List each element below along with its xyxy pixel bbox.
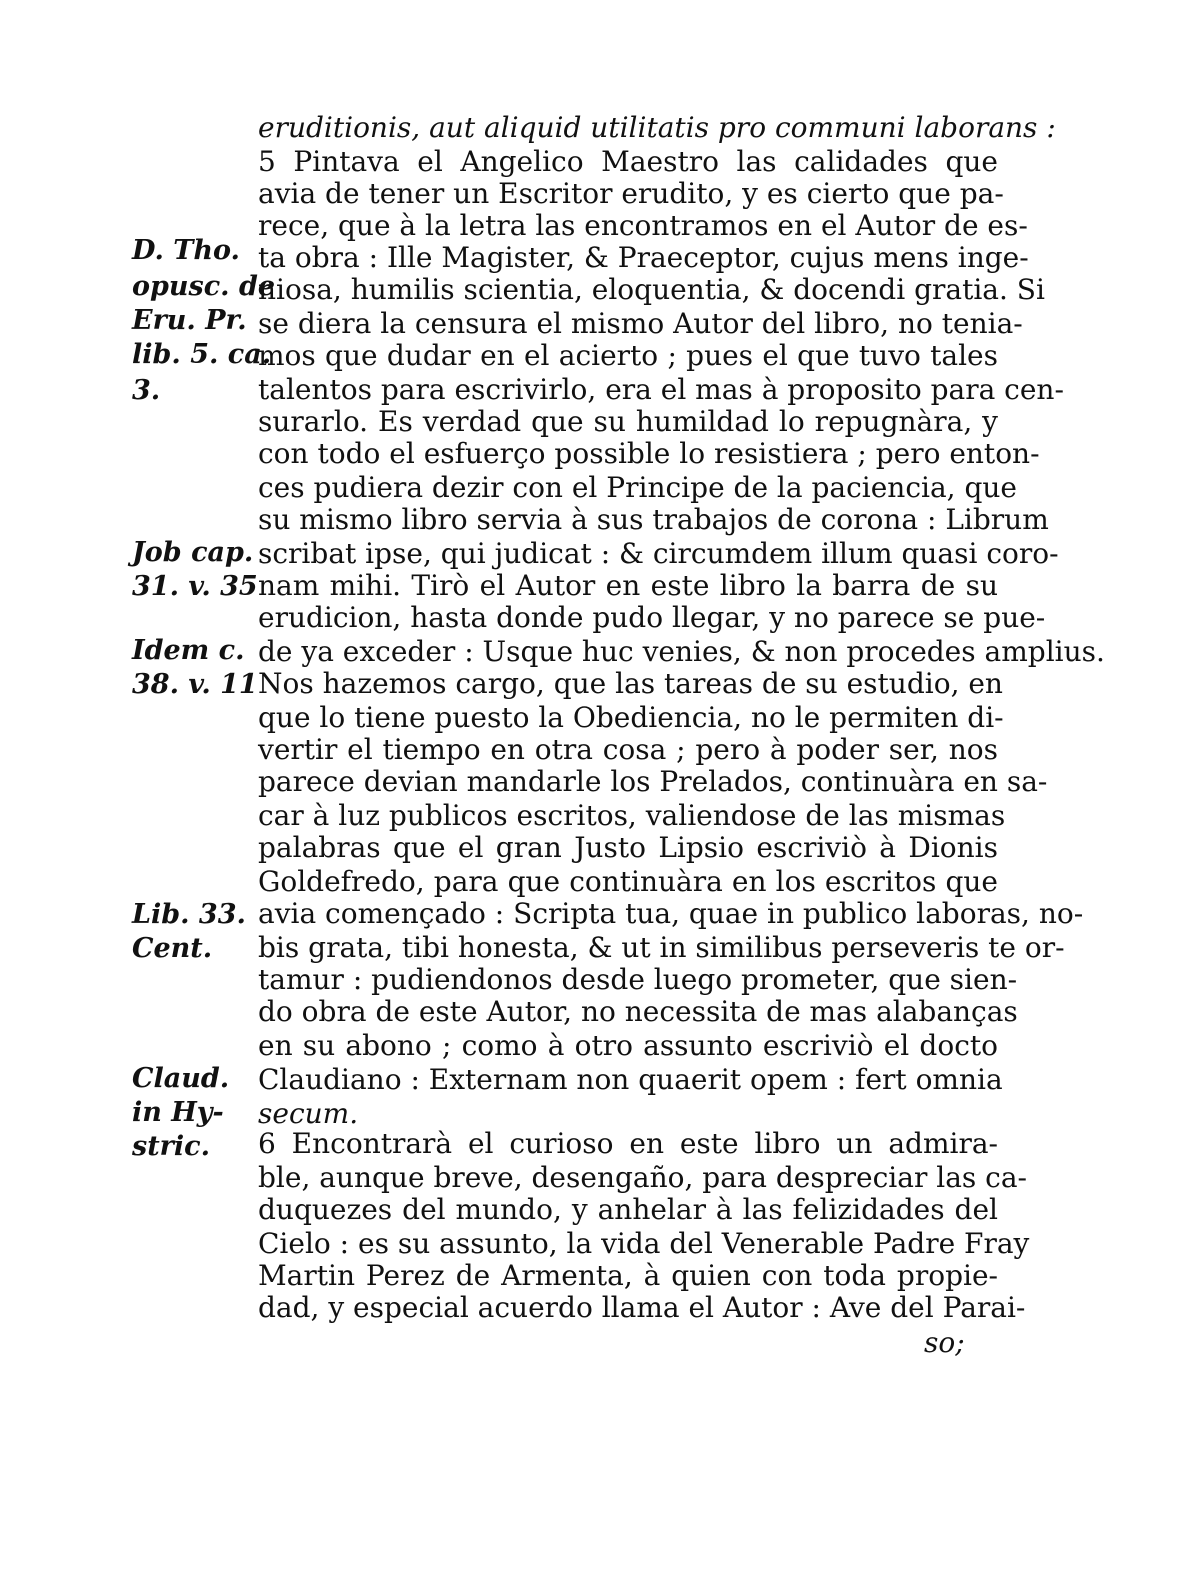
margin-note: Idem c. — [132, 635, 245, 666]
text-line: Cielo : es su assunto, la vida del Venerable Padre Fray — [258, 1227, 1030, 1260]
text-line: talentos para escrivirlo, era el mas à proposito para cen- — [258, 373, 1064, 406]
text-line: Nos hazemos cargo, que las tareas de su estudio, en — [258, 667, 1003, 700]
text-line: car à luz publicos escritos, valiendose de las mismas — [258, 799, 1006, 832]
margin-note: D. Tho. — [132, 235, 240, 266]
text-line: erudicion, hasta donde pudo llegar, y no parece se pue- — [258, 601, 1046, 634]
text-line: duquezes del mundo, y anhelar à las felizidades del — [258, 1193, 998, 1226]
margin-note: Lib. 33. — [132, 899, 246, 930]
text-line: nam mihi. Tirò el Autor en este libro la barra de su — [258, 569, 998, 602]
text-line: ble, aunque breve, desengaño, para despreciar las ca- — [258, 1161, 1027, 1194]
margin-note: Claud. — [132, 1063, 230, 1094]
text-line: Goldefredo, para que continuàra en los escritos que — [258, 865, 998, 898]
text-line: dad, y especial acuerdo llama el Autor : Ave del Parai- — [258, 1291, 1026, 1324]
text-line: bis grata, tibi honesta, & ut in similibus perseveris te or- — [258, 931, 1065, 964]
text-line: mos que dudar en el acierto ; pues el que tuvo tales — [258, 339, 998, 372]
margin-note: 31. v. 35 — [132, 571, 258, 602]
text-line: niosa, humilis scientia, eloquentia, & docendi gratia. Si — [258, 273, 1045, 306]
margin-note: lib. 5. ca. — [132, 339, 272, 370]
text-line: en su abono ; como à otro assunto escriviò el docto — [258, 1029, 998, 1062]
margin-note: 38. v. 11 — [132, 669, 258, 700]
catchword: so; — [924, 1326, 965, 1359]
text-line: avia de tener un Escritor erudito, y es cierto que pa- — [258, 177, 1004, 210]
margin-note: 3. — [132, 375, 161, 406]
text-line: que lo tiene puesto la Obediencia, no le permiten di- — [258, 701, 1004, 734]
margin-note: stric. — [132, 1131, 210, 1162]
text-line: surarlo. Es verdad que su humildad lo repugnàra, y — [258, 405, 998, 438]
margin-note: Job cap. — [132, 537, 254, 568]
text-line: Claudiano : Externam non quaerit opem : fert omnia — [258, 1063, 1003, 1096]
text-line: con todo el esfuerço possible lo resistiera ; pero enton- — [258, 437, 1040, 470]
text-line: ta obra : Ille Magister, & Praeceptor, cujus mens inge- — [258, 241, 1029, 274]
text-line: eruditionis, aut aliquid utilitatis pro communi laborans : — [258, 111, 1056, 144]
text-line: Martin Perez de Armenta, à quien con toda propie- — [258, 1259, 998, 1292]
text-line: ces pudiera dezir con el Principe de la paciencia, que — [258, 471, 1017, 504]
text-line: scribat ipse, qui judicat : & circumdem illum quasi coro- — [258, 537, 1059, 570]
margin-note: opusc. de — [132, 271, 276, 302]
text-line: tamur : pudiendonos desde luego prometer, que sien- — [258, 963, 1018, 996]
text-line: vertir el tiempo en otra cosa ; pero à poder ser, nos — [258, 733, 998, 766]
text-line: palabras que el gran Justo Lipsio escriviò à Dionis — [258, 831, 998, 864]
margin-note: Cent. — [132, 933, 213, 964]
text-line: do obra de este Autor, no necessita de mas alabanças — [258, 995, 1018, 1028]
text-line: rece, que à la letra las encontramos en el Autor de es- — [258, 209, 1028, 242]
text-line: 5 Pintava el Angelico Maestro las calidades que — [258, 145, 998, 178]
text-line: se diera la censura el mismo Autor del libro, no tenia- — [258, 307, 1023, 340]
text-line: de ya exceder : Usque huc venies, & non procedes amplius. — [258, 635, 1105, 668]
margin-note: in Hy- — [132, 1097, 224, 1128]
text-line: parece devian mandarle los Prelados, continuàra en sa- — [258, 765, 1048, 798]
text-line: su mismo libro servia à sus trabajos de corona : Librum — [258, 503, 1049, 536]
text-line: 6 Encontrarà el curioso en este libro un admira- — [258, 1127, 998, 1160]
margin-note: Eru. Pr. — [132, 305, 247, 336]
text-line: avia començado : Scripta tua, quae in publico laboras, no- — [258, 897, 1084, 930]
text-line: secum. — [258, 1097, 359, 1130]
